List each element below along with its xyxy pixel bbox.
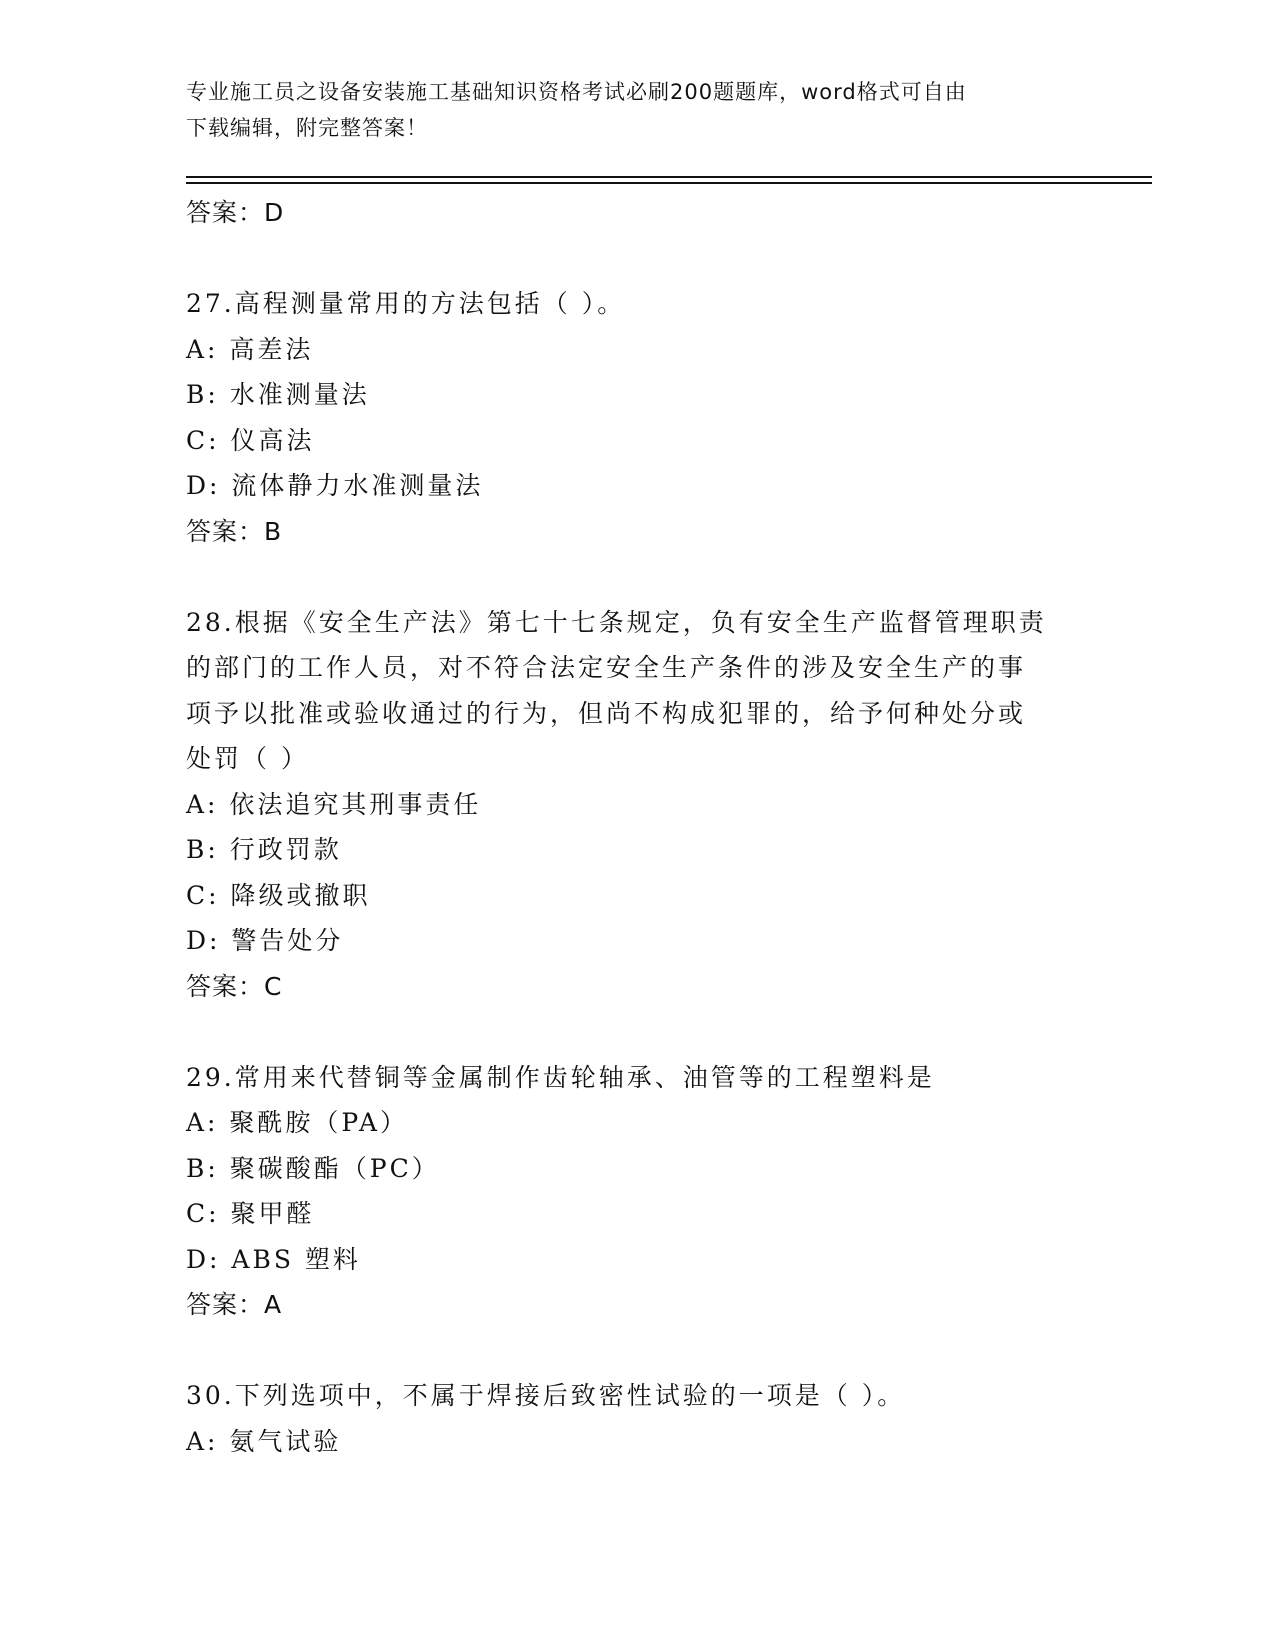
question-text: 29.常用来代替铜等金属制作齿轮轴承、油管等的工程塑料是 xyxy=(186,1062,935,1092)
prev-answer: 答案：D xyxy=(186,198,285,227)
option-d: D: 流体静力水准测量法 xyxy=(186,471,484,500)
answer: 答案：A xyxy=(186,1290,283,1319)
question-30 xyxy=(186,1373,1086,1464)
document-header xyxy=(186,74,1066,146)
option-c: C: 仪高法 xyxy=(186,425,315,455)
header-rule-top xyxy=(186,176,1152,178)
option-b: B: 行政罚款 xyxy=(186,835,342,864)
answer: 答案：C xyxy=(186,971,283,1001)
question-text: 28.根据《安全生产法》第七十七条规定，负有安全生产监督管理职责 xyxy=(186,607,1047,637)
header-rule-bottom xyxy=(186,182,1152,184)
spacer xyxy=(186,554,1086,600)
option-c: C: 聚甲醛 xyxy=(186,1199,315,1228)
question-text: 30.下列选项中，不属于焊接后致密性试验的一项是（ ）。 xyxy=(186,1381,906,1410)
question-27 xyxy=(186,281,1086,554)
header-line-2: 下载编辑，附完整答案！ xyxy=(186,116,428,140)
spacer xyxy=(186,1328,1086,1374)
option-a: A: 高差法 xyxy=(186,334,314,364)
spacer xyxy=(186,1009,1086,1055)
option-d: D: 警告处分 xyxy=(186,926,344,955)
option-a: A: 氨气试验 xyxy=(186,1426,342,1456)
question-text: 的部门的工作人员，对不符合法定安全生产条件的涉及安全生产的事 xyxy=(186,653,1027,682)
answer: 答案：B xyxy=(186,516,283,546)
question-29 xyxy=(186,1055,1086,1328)
question-text: 项予以批准或验收通过的行为，但尚不构成犯罪的，给予何种处分或 xyxy=(186,698,1027,728)
question-text: 处罚（ ） xyxy=(186,744,309,773)
spacer xyxy=(186,236,1086,282)
header-line-1: 专业施工员之设备安装施工基础知识资格考试必刷200题题库，word格式可自由 xyxy=(186,80,967,104)
question-content xyxy=(186,190,1086,1464)
option-b: B: 水准测量法 xyxy=(186,380,370,409)
question-text: 27.高程测量常用的方法包括（ ）。 xyxy=(186,289,626,318)
option-a: A: 依法追究其刑事责任 xyxy=(186,789,482,819)
question-28 xyxy=(186,600,1086,1010)
option-b: B: 聚碳酸酯（PC） xyxy=(186,1153,440,1183)
option-d: D: ABS 塑料 xyxy=(186,1244,361,1274)
option-a: A: 聚酰胺（PA） xyxy=(186,1108,409,1137)
option-c: C: 降级或撤职 xyxy=(186,880,371,910)
